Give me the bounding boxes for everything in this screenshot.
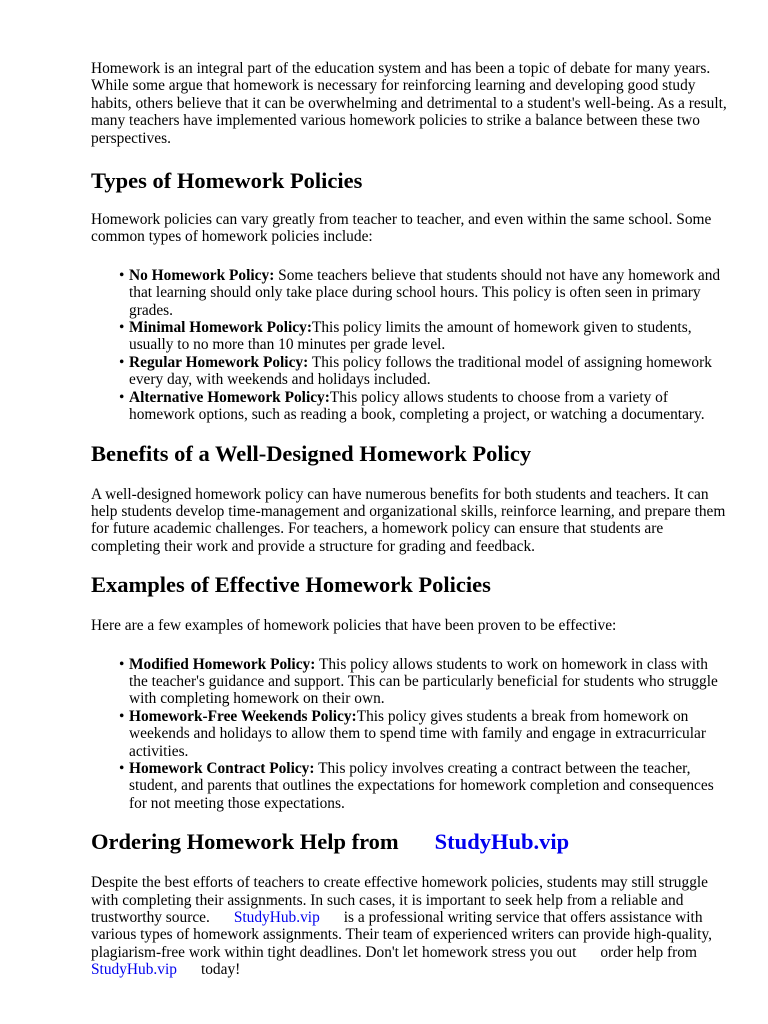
list-item-term: Regular Homework Policy: — [129, 353, 309, 371]
intro-paragraph: Homework is an integral part of the education system and has been a topic of debate for many years. While some argue that homework is necessary for reinforcing learning and developing good study habits, others believe that it can be overwhelming and detrimental to a student's well-being. As a result, many teachers have implemented various homework policies to strike a balance between these two perspectives. — [91, 60, 727, 147]
bullet-icon: • — [119, 353, 125, 371]
ordering-paragraph — [91, 874, 727, 978]
bullet-icon: • — [119, 655, 125, 673]
types-intro-paragraph: Homework policies can vary greatly from teacher to teacher, and even within the same school. Some common types of homework policies include: — [91, 211, 712, 246]
studyhub-link[interactable]: StudyHub.vip — [91, 961, 177, 979]
bullet-icon: • — [119, 266, 125, 284]
bullet-icon: • — [119, 319, 125, 337]
list-item-text: This policy allows students to choose from a variety of homework options, such as reading a book, completing a project, or watching a documentary. — [129, 388, 705, 424]
list-item — [119, 655, 727, 708]
list-item-text: This policy limits the amount of homework given to students, usually to no more than 10 minutes per grade level. — [129, 319, 692, 354]
list-item-text: Some teachers believe that students should not have any homework and that learning should only take place during school hours. This policy is often seen in primary grades. — [129, 266, 721, 319]
ordering-text-1: Despite the best efforts of teachers to create effective homework policies, students may still struggle with completing their assignments. In such cases, it is important to seek help from a reliable and trustworthy source. — [91, 874, 709, 926]
list-item — [119, 388, 727, 424]
list-item — [119, 319, 727, 354]
bullet-icon: • — [119, 759, 125, 777]
bullet-icon: • — [119, 388, 125, 406]
ordering-text-4: today! — [200, 961, 241, 979]
examples-intro-paragraph: Here are a few examples of homework policies that have been proven to be effective: — [91, 617, 617, 635]
benefits-heading: Benefits of a Well-Designed Homework Policy — [91, 440, 532, 466]
list-item-term: No Homework Policy: — [129, 266, 275, 284]
studyhub-heading-link[interactable]: StudyHub.vip — [434, 829, 570, 855]
list-item-term: Minimal Homework Policy: — [129, 319, 312, 337]
list-item — [119, 353, 727, 389]
list-item-text: This policy follows the traditional model of assigning homework every day, with weekends and holidays included. — [129, 353, 712, 389]
list-item — [119, 707, 727, 760]
list-item-text: This policy gives students a break from homework on weekends and holidays to allow them to spend time with family and engage in extracurricular activities. — [129, 707, 706, 760]
list-item-term: Alternative Homework Policy: — [129, 388, 330, 406]
document-page — [91, 60, 727, 979]
benefits-paragraph: A well-designed homework policy can have numerous benefits for both students and teachers. It can help students develop time-management and organizational skills, reinforce learning, and prepare them for future academic challenges. For teachers, a homework policy can ensure that students are completing their work and provide a structure for grading and feedback. — [91, 485, 726, 555]
types-heading: Types of Homework Policies — [91, 168, 363, 194]
studyhub-link[interactable]: StudyHub.vip — [233, 909, 320, 926]
ordering-text-3: order help from — [600, 943, 697, 961]
list-item-term: Homework Contract Policy: — [129, 759, 315, 777]
bullet-icon: • — [119, 707, 125, 725]
ordering-heading — [91, 829, 727, 855]
types-list — [91, 267, 727, 424]
list-item — [119, 266, 727, 319]
examples-list — [91, 656, 727, 813]
list-item-text: This policy involves creating a contract between the teacher, student, and parents that outlines the expectations for homework completion and consequences for not meeting those expectations. — [129, 759, 714, 812]
examples-heading: Examples of Effective Homework Policies — [91, 572, 491, 598]
list-item-term: Modified Homework Policy: — [129, 655, 316, 673]
list-item-term: Homework-Free Weekends Policy: — [129, 707, 357, 725]
ordering-text-2: is a professional writing service that offers assistance with various types of homework assignments. Their team of experienced writers can provide high-quality, plagiarism-free work within tight deadlines. Don't let homework stress you out — [91, 909, 713, 961]
ordering-heading-text: Ordering Homework Help from — [91, 829, 399, 855]
list-item-text: This policy allows students to work on homework in class with the teacher's guidance and support. This can be particularly beneficial for students who struggle with completing homework on their own. — [129, 655, 718, 708]
list-item — [119, 759, 727, 812]
